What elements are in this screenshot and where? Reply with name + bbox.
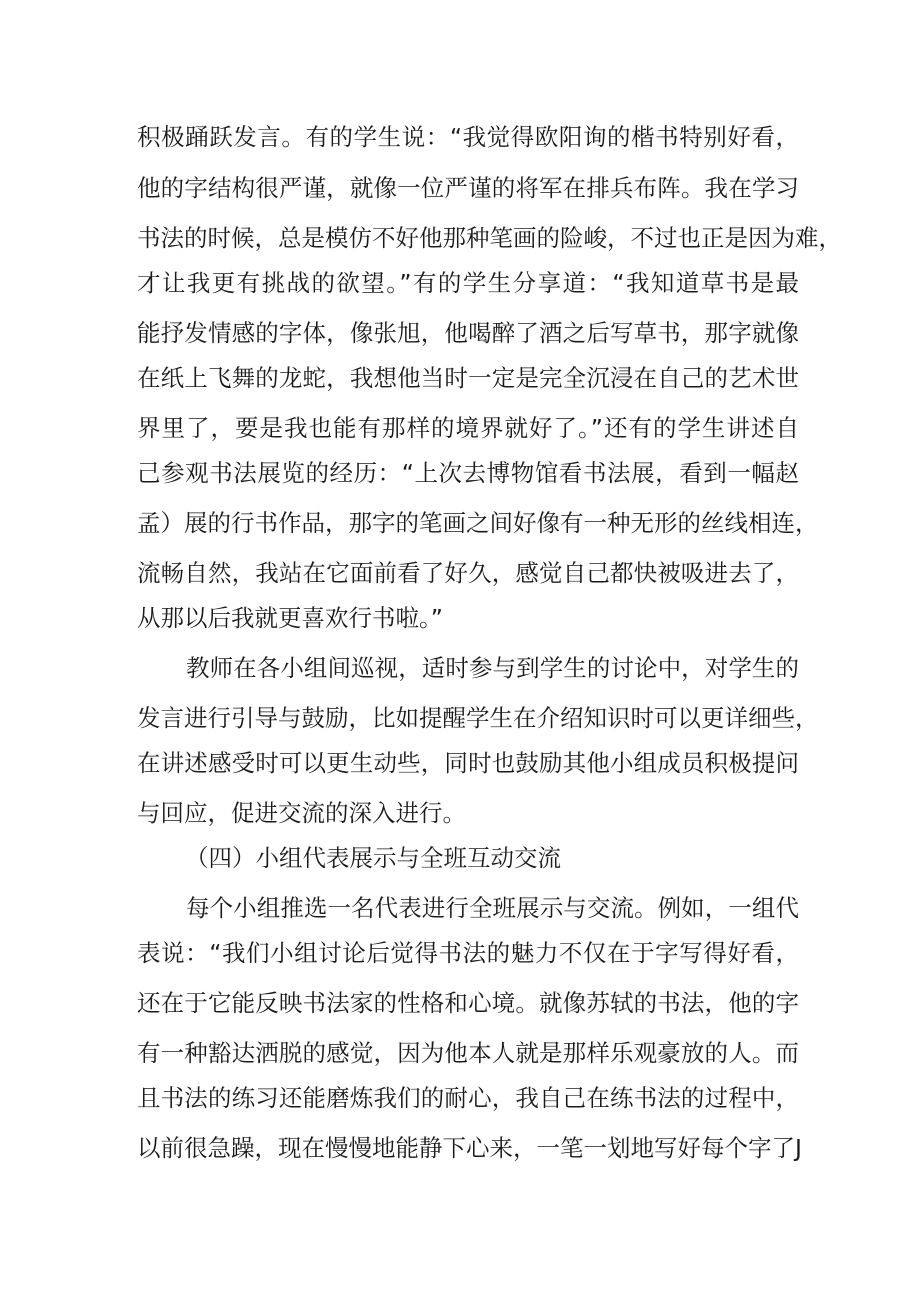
paragraph-line: 从那以后我就更喜欢行书啦。” — [137, 604, 443, 632]
paragraph-line: 孟）展的行书作品，那字的笔画之间好像有一种无形的丝线相连， — [137, 509, 819, 537]
paragraph-line: 表说：“我们小组讨论后觉得书法的魅力不仅在于字写得好看， — [137, 939, 799, 967]
paragraph-line: 在纸上飞舞的龙蛇，我想他当时一定是完全沉浸在自己的艺术世 — [137, 364, 799, 392]
paragraph-line: 界里了，要是我也能有那样的境界就好了。”还有的学生讲述自 — [137, 414, 799, 442]
section-heading: （四）小组代表展示与全班互动交流 — [185, 844, 561, 872]
paragraph-line: 书法的时候，总是模仿不好他那种笔画的险峻，不过也正是因为难， — [137, 224, 842, 252]
paragraph-line: 他的字结构很严谨，就像一位严谨的将军在排兵布阵。我在学习 — [137, 174, 799, 202]
paragraph-line: 发言进行引导与鼓励，比如提醒学生在介绍知识时可以更详细些， — [137, 704, 819, 732]
paragraph-line: 且书法的练习还能磨炼我们的耐心，我自己在练书法的过程中， — [137, 1084, 799, 1112]
paragraph-line: 还在于它能反映书法家的性格和心境。就像苏轼的书法，他的字 — [137, 989, 799, 1017]
paragraph-line: 能抒发情感的字体，像张旭，他喝醉了酒之后写草书，那字就像 — [137, 319, 799, 347]
paragraph-line: 教师在各小组间巡视，适时参与到学生的讨论中，对学生的 — [186, 654, 799, 682]
paragraph-line: 以前很急躁，现在慢慢地能静下心来，一笔一划地写好每个字了J — [137, 1134, 802, 1162]
paragraph-line: 在讲述感受时可以更生动些，同时也鼓励其他小组成员积极提问 — [137, 749, 799, 777]
paragraph-line: 流畅自然，我站在它面前看了好久，感觉自己都快被吸进去了， — [137, 559, 799, 587]
paragraph-line: 有一种豁达洒脱的感觉，因为他本人就是那样乐观豪放的人。而 — [137, 1039, 799, 1067]
paragraph-line: 每个小组推选一名代表进行全班展示与交流。例如，一组代 — [186, 894, 799, 922]
paragraph-line: 积极踊跃发言。有的学生说：“我觉得欧阳询的楷书特别好看， — [137, 123, 799, 151]
paragraph-line: 与回应，促进交流的深入进行。 — [137, 799, 466, 827]
paragraph-line: 才让我更有挑战的欲望。”有的学生分享道：“我知道草书是最 — [137, 269, 799, 297]
paragraph-line: 己参观书法展览的经历：“上次去博物馆看书法展，看到一幅赵 — [137, 459, 799, 487]
